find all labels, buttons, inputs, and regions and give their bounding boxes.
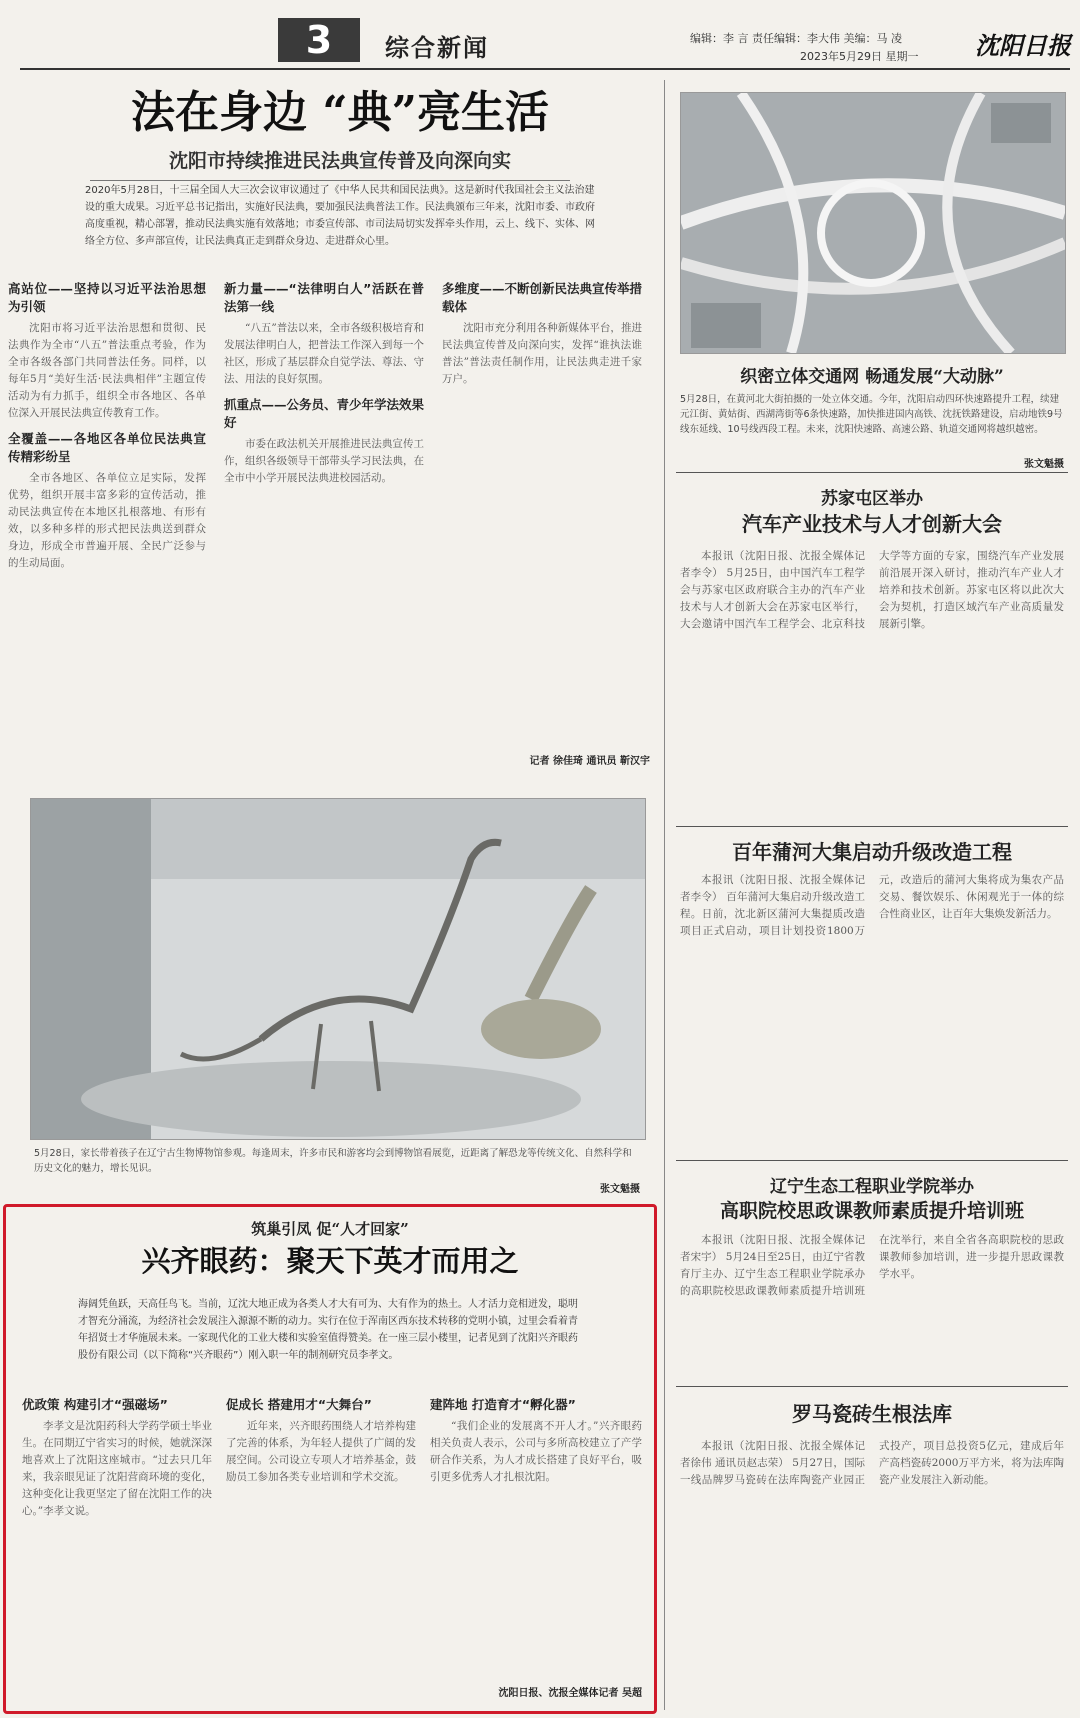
- main-byline: 记者 徐佳琦 通讯员 靳汉宇: [529, 756, 650, 767]
- date-line: 2023年5月29日 星期一: [800, 50, 919, 63]
- interchange-title: 织密立体交通网 畅通发展“大动脉”: [740, 367, 1004, 387]
- main-lead: 2020年5月28日，十三届全国人大三次会议审议通过了《中华人民共和国民法典》。这是新时代我国社会主义法治建设的重大成果。习近平总书记指出，实施好民法典，要加强民法典普法工作。民法典颁布三年来，沈阳市委、市政府高度重视，精心部署，推动民法典实施有效落地；市委宣传部、市司法局切实发挥牵头作用，云上、线下、实体、网络全方位、多声部宣传，让民法典真正走到群众身边、走进群众心里。: [85, 185, 595, 247]
- sujiatun-title-2: 汽车产业技术与人才创新大会: [742, 512, 1002, 536]
- section-heading: 全覆盖——各地区各单位民法典宣传精彩纷呈: [8, 431, 206, 464]
- rule-roma: [676, 1386, 1068, 1387]
- rule-sujiatun: [676, 472, 1068, 473]
- dinosaur-caption: 5月28日，家长带着孩子在辽宁古生物博物馆参观。每逢周末，许多市民和游客均会到博物馆看展览，近距离了解恐龙等传统文化、自然科学和历史文化的魅力，增长见识。: [34, 1148, 632, 1174]
- roma-title: 罗马瓷砖生根法库: [792, 1402, 952, 1426]
- editors-line: 编辑：李 言 责任编辑：李大伟 美编：马 凌: [690, 32, 902, 45]
- interchange-caption: 5月28日，在黄河北大街拍摄的一处立体交通。今年，沈阳启动四环快速路提升工程，续建元江街、黄姑街、西湖湾街等6条快速路，加快推进国内高铁、沈抚铁路建设，启动地铁9号线东延线、10号线西段工程。未来，沈阳快速路、高速公路、轨道交通网将越织越密。: [680, 394, 1063, 435]
- section-text: 李孝文是沈阳药科大学药学硕士毕业生。在同期辽宁省实习的时候，她就深深地喜欢上了沈阳这座城市。“过去只几年来，我亲眼见证了沈阳营商环境的变化，这种变化让我更坚定了留在沈阳工作的决心。”李孝文说。: [22, 1420, 212, 1517]
- puhe-title: 百年蒲河大集启动升级改造工程: [732, 840, 1012, 864]
- puhe-paragraph: 本报讯（沈阳日报、沈报全媒体记者李令） 百年蒲河大集启动升级改造工程。日前，沈北新区蒲河大集提质改造项目正式启动，项目计划投资1800万元，改造后的蒲河大集将成为集农产品交易、餐饮娱乐、休闲观光于一体的综合性商业区，让百年大集焕发新活力。: [680, 874, 1064, 937]
- column-divider: [664, 80, 665, 1710]
- main-headline: 法在身边 “典”亮生活: [131, 87, 549, 138]
- section-text: “我们企业的发展离不开人才。”兴齐眼药相关负责人表示，公司与多所高校建立了产学研合作关系，为人才成长搭建了良好平台，吸引更多优秀人才扎根沈阳。: [430, 1420, 642, 1483]
- roma-text: [680, 1438, 1064, 1708]
- featured-lead: 海阔凭鱼跃，天高任鸟飞。当前，辽沈大地正成为各类人才大有可为、大有作为的热土。人才活力竞相迸发，聪明才智充分涌流，为经济社会发展注入源源不断的动力。实行在位于浑南区西东技术转移的党明小镇，过里会看着青年招贤士才华施展未来。一家现代化的工业大楼和实验室值得赞美。在一座三层小楼里，记者见到了沈阳兴齐眼药股份有限公司（以下简称“兴齐眼药”）刚入职一年的制剂研究员李孝文。: [78, 1299, 578, 1361]
- section-text: 全市各地区、各单位立足实际，发挥优势，组织开展丰富多彩的宣传活动，推动民法典宣传在本地区扎根落地、有形有效，以多种多样的形式把民法典送到群众身边，形成全市普遍开展、全民广泛参与的生动局面。: [8, 472, 206, 569]
- sujiatun-text: [680, 548, 1064, 818]
- liaoning-title-2: 高职院校思政课教师素质提升培训班: [719, 1200, 1024, 1222]
- rule-liaoning: [676, 1160, 1068, 1161]
- subtitle-rule: [90, 180, 570, 181]
- main-subtitle: 沈阳市持续推进民法典宣传普及向深向实: [168, 150, 511, 172]
- section-heading: 建阵地 打造育才“孵化器”: [430, 1397, 576, 1412]
- section-text: 近年来，兴齐眼药围绕人才培养构建了完善的体系，为年轻人提供了广阔的发展空间。公司设立专项人才培养基金，鼓励员工参加各类专业培训和学术交流。: [226, 1420, 416, 1483]
- newspaper-logo: 沈阳日报: [975, 31, 1071, 60]
- main-column-2: [224, 272, 424, 792]
- featured-kicker: 筑巢引凤 促“人才回家”: [251, 1220, 409, 1238]
- section-text: 市委在政法机关开展推进民法典宣传工作，组织各级领导干部带头学习民法典，在全市中小学开展民法典进校园活动。: [224, 438, 424, 484]
- section-heading: 优政策 构建引才“强磁场”: [22, 1397, 168, 1412]
- interchange-photo: [680, 92, 1066, 354]
- featured-column-2: [226, 1388, 416, 1700]
- section-heading: 促成长 搭建用才“大舞台”: [226, 1397, 372, 1412]
- section-text: 沈阳市将习近平法治思想和贯彻、民法典作为全市“八五”普法重点考验，作为全市各级各部门共同普法任务。同样，以每年5月“美好生活·民法典相伴”主题宣传活动为有力抓手，组织全市各地区、各单位深入开展民法典宣传教育工作。: [8, 322, 206, 419]
- featured-column-3: [430, 1388, 642, 1678]
- main-column-1: [8, 272, 206, 792]
- dinosaur-illustration: [31, 799, 645, 1139]
- section-heading: 多维度——不断创新民法典宣传举措载体: [442, 281, 642, 314]
- featured-headline: 兴齐眼药：聚天下英才而用之: [141, 1244, 519, 1278]
- page-number: 3: [278, 18, 360, 62]
- liaoning-title-1: 辽宁生态工程职业学院举办: [770, 1177, 974, 1197]
- roma-paragraph: 本报讯（沈阳日报、沈报全媒体记者徐伟 通讯员赵志荣） 5月27日，国际一线品牌罗马瓷砖在法库陶瓷产业园正式投产，项目总投资5亿元，建成后年产高档瓷砖2000万平方米，将为法库陶瓷产业发展注入新动能。: [680, 1440, 1064, 1486]
- section-text: “八五”普法以来，全市各级积极培育和发展法律明白人，把普法工作深入到每一个社区，形成了基层群众自觉学法、尊法、守法、用法的良好氛围。: [224, 322, 424, 385]
- section-heading: 高站位——坚持以习近平法治思想为引领: [8, 281, 206, 314]
- sujiatun-paragraph: 本报讯（沈阳日报、沈报全媒体记者李令） 5月25日，由中国汽车工程学会与苏家屯区政府联合主办的汽车产业技术与人才创新大会在苏家屯区举行，大会邀请中国汽车工程学会、北京科技大学等方面的专家，围绕汽车产业发展前沿展开深入研讨，推动汽车产业人才培养和技术创新。苏家屯区将以此次大会为契机，打造区域汽车产业高质量发展新引擎。: [680, 550, 1064, 630]
- rule-puhe: [676, 826, 1068, 827]
- featured-column-1: [22, 1388, 212, 1700]
- featured-byline: 沈阳日报、沈报全媒体记者 吴超: [498, 1688, 642, 1699]
- sujiatun-title-1: 苏家屯区举办: [821, 489, 923, 509]
- section-title: 综合新闻: [385, 34, 489, 62]
- liaoning-paragraph: 本报讯（沈阳日报、沈报全媒体记者宋宇） 5月24日至25日，由辽宁省教育厅主办、辽宁生态工程职业学院承办的高职院校思政课教师素质提升培训班在沈举行，来自全省各高职院校的思政课教师参加培训，进一步提升思政课教学水平。: [680, 1234, 1064, 1297]
- header-rule: [20, 68, 1070, 70]
- page-header: [0, 0, 1080, 70]
- section-heading: 抓重点——公务员、青少年学法效果好: [224, 397, 424, 430]
- section-text: 沈阳市充分利用各种新媒体平台，推进民法典宣传普及向深向实，发挥“谁执法谁普法”普法责任制作用，让民法典走进千家万户。: [442, 322, 642, 385]
- interchange-illustration: [681, 93, 1065, 353]
- dinosaur-photo: [30, 798, 646, 1140]
- liaoning-text: [680, 1232, 1064, 1376]
- section-heading: 新力量——“法律明白人”活跃在普法第一线: [224, 281, 424, 314]
- puhe-text: [680, 872, 1064, 1152]
- main-column-3: [442, 272, 642, 742]
- dinosaur-credit: 张文魁摄: [600, 1184, 640, 1195]
- interchange-credit: 张文魁摄: [1024, 459, 1064, 470]
